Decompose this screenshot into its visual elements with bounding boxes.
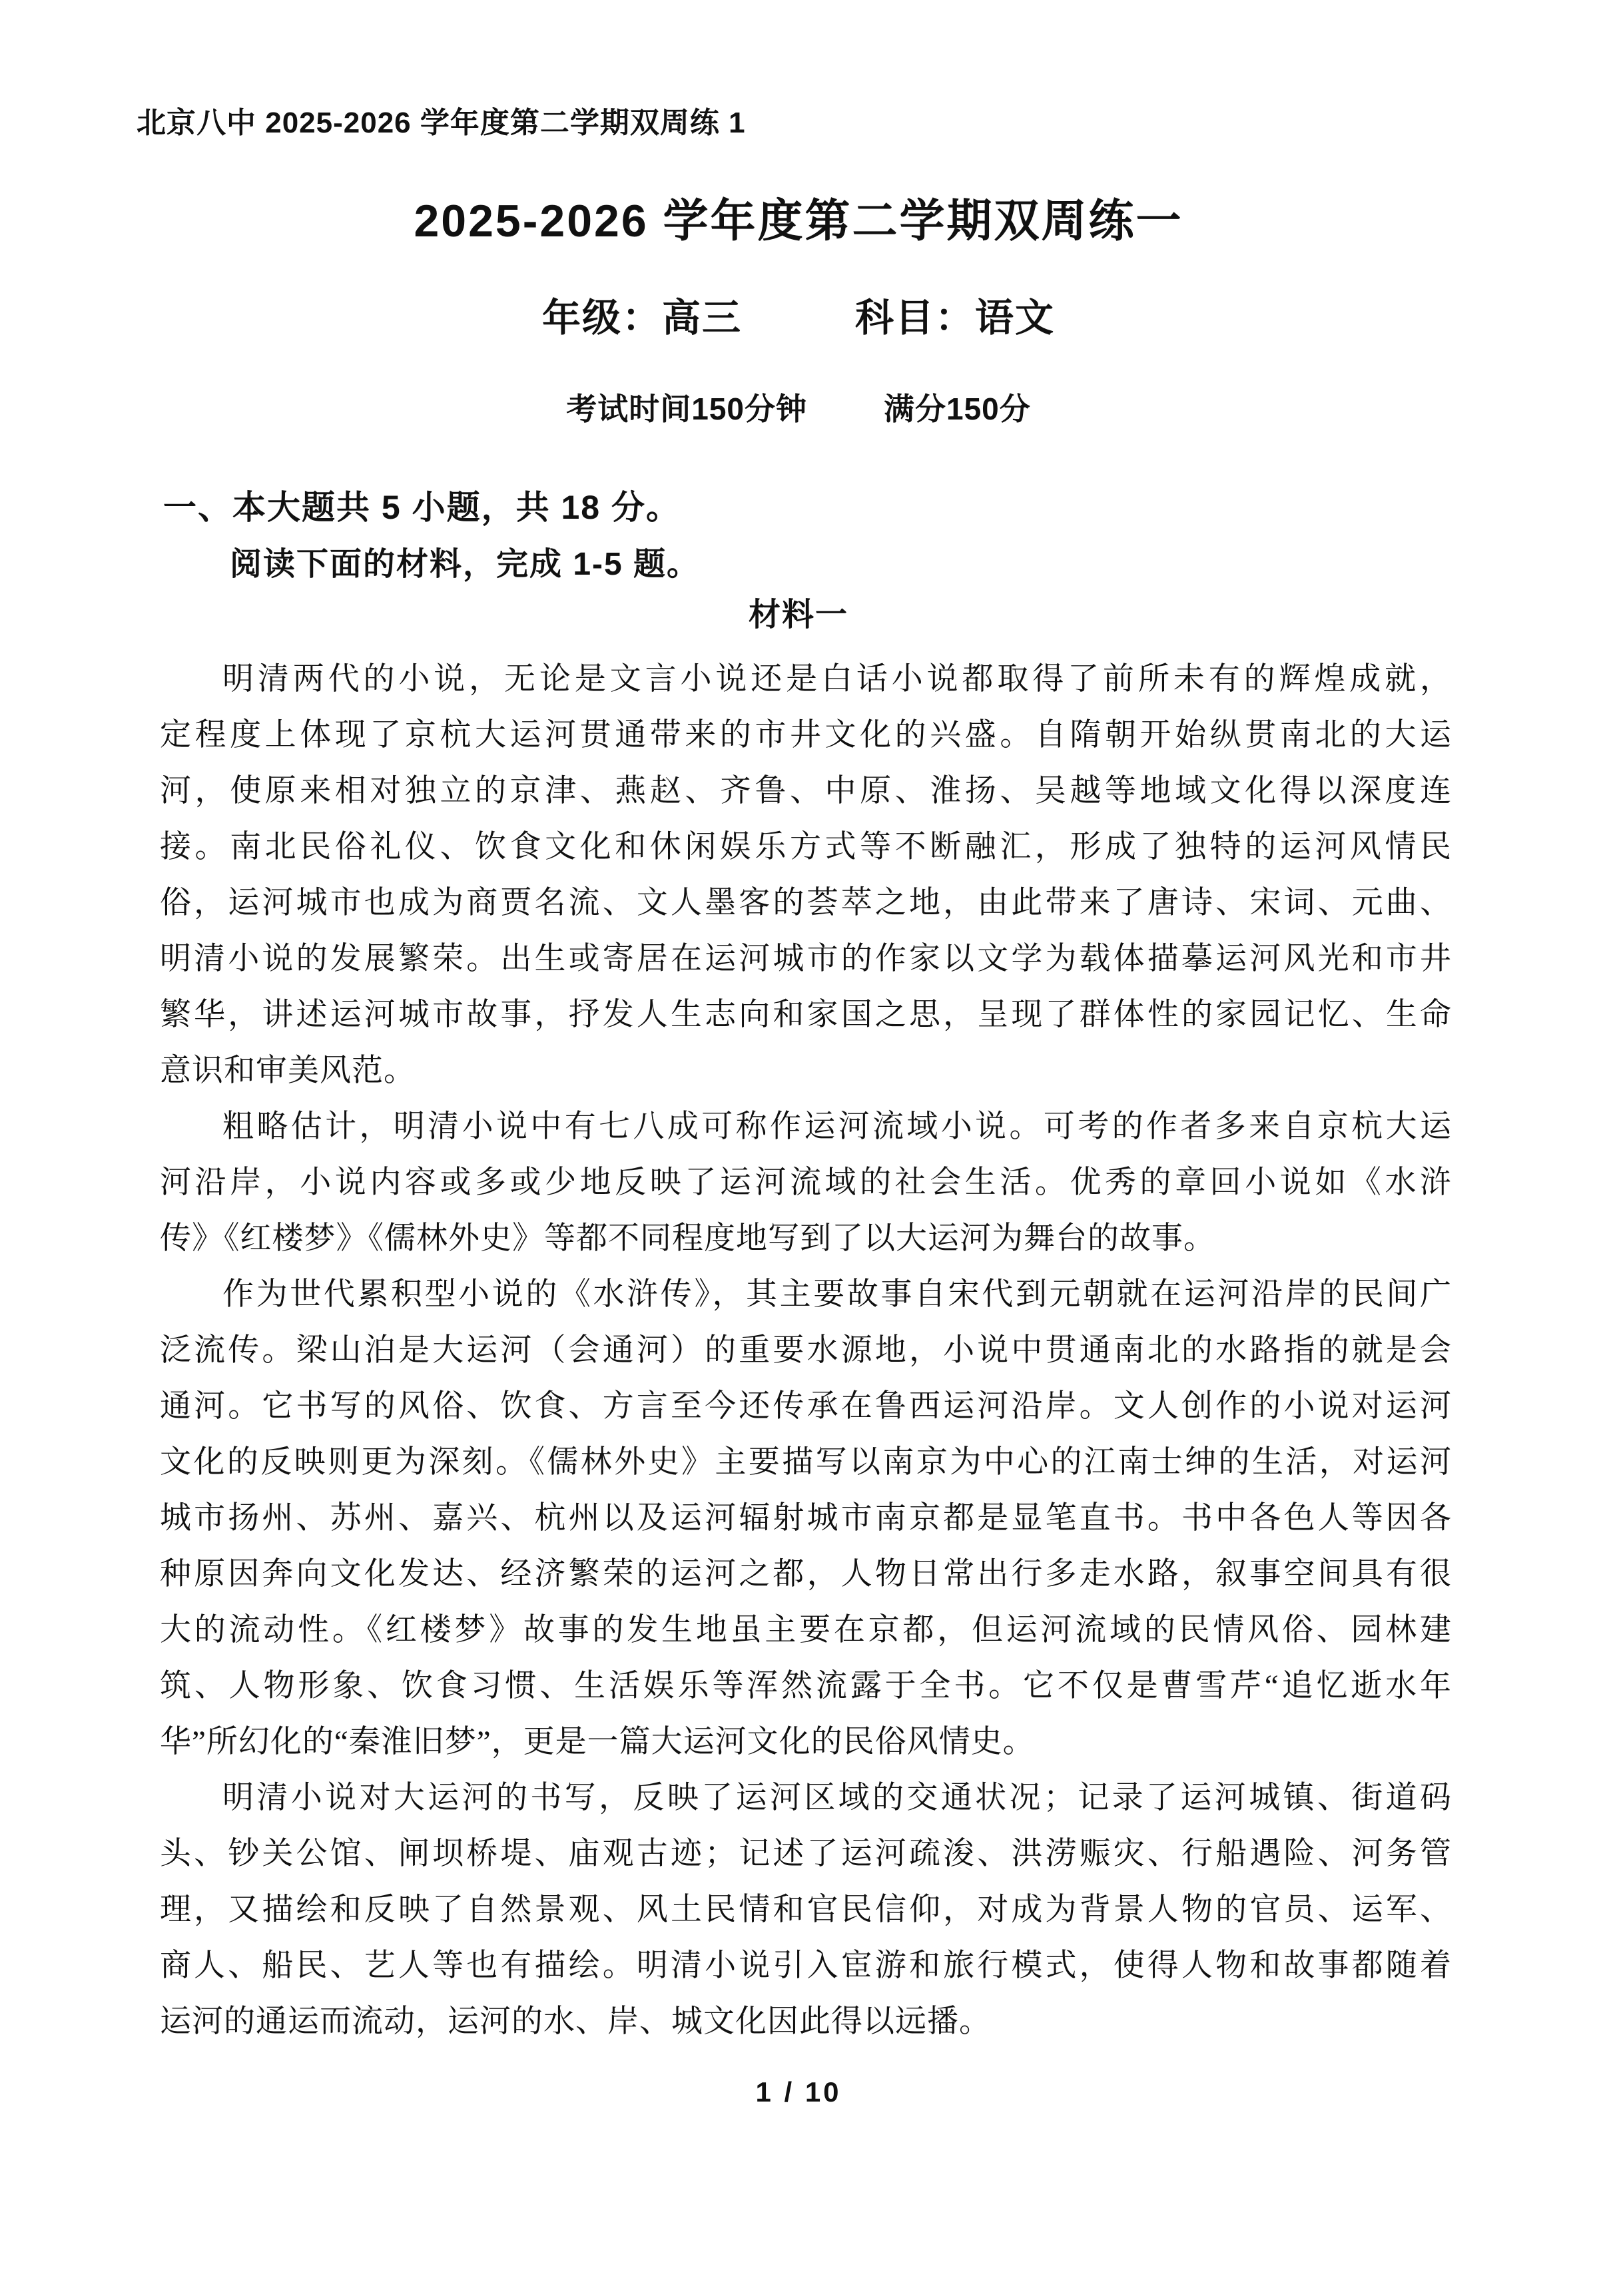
body-line: 明清两代的小说，无论是文言小说还是白话小说都取得了前所未有的辉煌成就， [222,662,1452,697]
body-line: 种原因奔向文化发达、经济繁荣的运河之都，人物日常出行多走水路，叙事空间具有很 [160,1557,1452,1591]
body-line: 河，使原来相对独立的京津、燕赵、齐鲁、中原、淮扬、吴越等地域文化得以深度连 [160,774,1452,808]
page-number: 1 / 10 [755,2076,842,2108]
material-body [160,651,1452,2050]
body-line: 粗略估计，明清小说中有七八成可称作运河流域小说。可考的作者多来自京杭大运 [222,1109,1452,1144]
body-line: 传》《红楼梦》《儒林外史》等都不同程度地写到了以大运河为舞台的故事。 [160,1221,1215,1256]
subject-label: 科目：语文 [855,296,1056,340]
reading-instruction: 阅读下面的材料，完成 1-5 题。 [230,547,701,582]
body-line: 运河的通运而流动，运河的水、岸、城文化因此得以远播。 [160,2004,991,2039]
body-line: 大的流动性。《红楼梦》故事的发生地虽主要在京都，但运河流域的民情风俗、园林建 [160,1613,1452,1647]
body-paragraph [160,1770,1452,2050]
grade-label: 年级：高三 [541,296,742,340]
exam-duration: 考试时间150分钟 [566,392,807,426]
body-line: 头、钞关公馆、闸坝桥堤、庙观古迹；记述了运河疏浚、洪涝赈灾、行船遇险、河务管 [160,1837,1452,1871]
body-line: 文化的反映则更为深刻。《儒林外史》主要描写以南京为中心的江南士绅的生活，对运河 [160,1445,1452,1480]
body-line: 通河。它书写的风俗、饮食、方言至今还传承在鲁西运河沿岸。文人创作的小说对运河 [160,1389,1452,1424]
body-line: 华”所幻化的“秦淮旧梦”，更是一篇大运河文化的民俗风情史。 [160,1725,1035,1759]
body-line: 接。南北民俗礼仪、饮食文化和休闲娱乐方式等不断融汇，形成了独特的运河风情民 [160,830,1452,864]
document-title: 2025-2026 学年度第二学期双周练一 [414,196,1183,246]
body-line: 商人、船民、艺人等也有描绘。明清小说引入宦游和旅行模式，使得人物和故事都随着 [160,1948,1452,1983]
material-title: 材料一 [748,597,848,633]
body-line: 明清小说的发展繁荣。出生或寄居在运河城市的作家以文学为载体描摹运河风光和市井 [160,942,1452,976]
body-line: 繁华，讲述运河城市故事，抒发人生志向和家国之思，呈现了群体性的家园记忆、生命 [160,998,1452,1032]
body-paragraph [160,1267,1452,1770]
section-heading: 一、本大题共 5 小题，共 18 分。 [163,489,681,526]
body-line: 城市扬州、苏州、嘉兴、杭州以及运河辐射城市南京都是显笔直书。书中各色人等因各 [160,1501,1452,1536]
body-line: 筑、人物形象、饮食习惯、生活娱乐等浑然流露于全书。它不仅是曹雪芹“追忆逝水年 [160,1669,1452,1703]
body-line: 泛流传。梁山泊是大运河（会通河）的重要水源地，小说中贯通南北的水路指的就是会 [160,1333,1452,1368]
body-paragraph [160,651,1452,1099]
body-paragraph [160,1099,1452,1267]
body-line: 河沿岸，小说内容或多或少地反映了运河流域的社会生活。优秀的章回小说如《水浒 [160,1165,1452,1200]
body-line: 意识和审美风范。 [160,1053,416,1088]
body-line: 理，又描绘和反映了自然景观、风土民情和官民信仰，对成为背景人物的官员、运军、 [160,1892,1452,1927]
body-line: 作为世代累积型小说的《水浒传》，其主要故事自宋代到元朝就在运河沿岸的民间广 [222,1277,1452,1312]
exam-total-score: 满分150分 [884,392,1031,426]
body-line: 俗，运河城市也成为商贾名流、文人墨客的荟萃之地，由此带来了唐诗、宋词、元曲、 [160,886,1452,920]
exam-info-row [0,385,1597,429]
body-line: 明清小说对大运河的书写，反映了运河区域的交通状况；记录了运河城镇、街道码 [222,1781,1452,1815]
body-line: 定程度上体现了京杭大运河贯通带来的市井文化的兴盛。自隋朝开始纵贯南北的大运 [160,718,1452,752]
document-header: 北京八中 2025-2026 学年度第二学期双周练 1 [137,107,746,139]
subtitle-row [0,286,1597,342]
